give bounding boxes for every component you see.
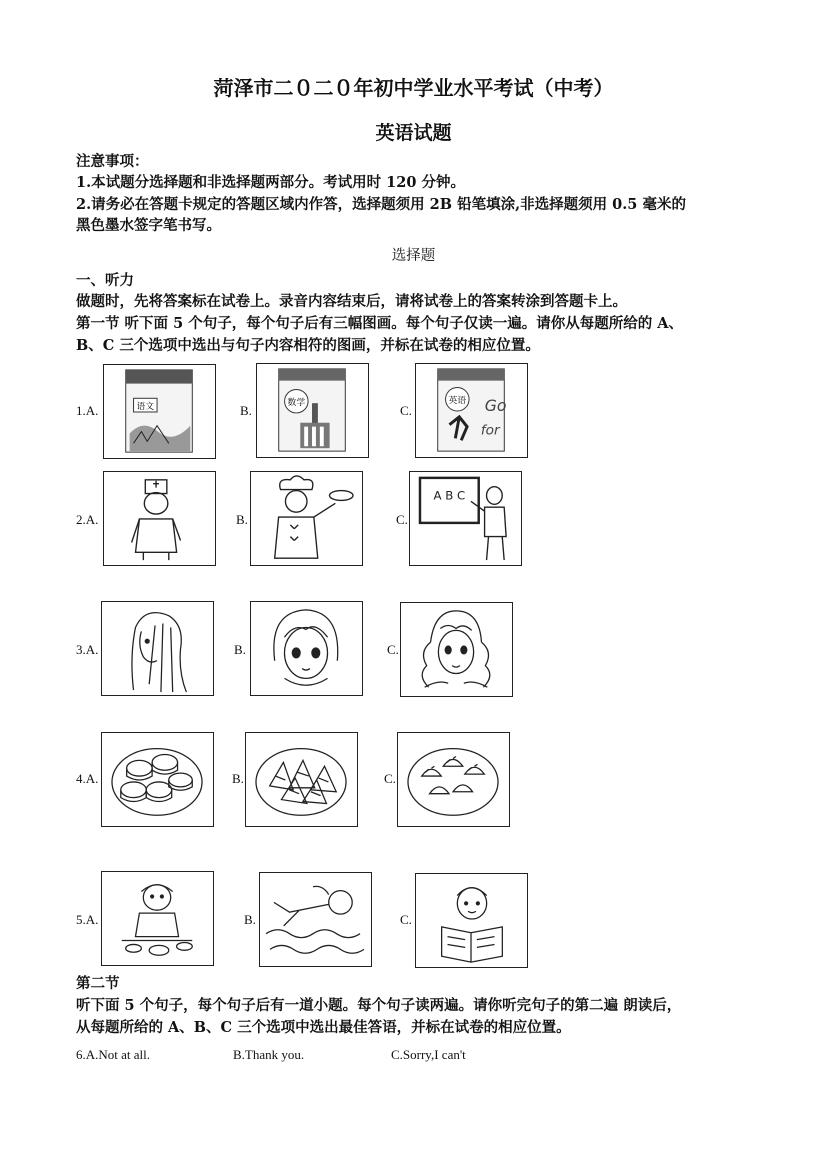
q5-label-a: 5.A. bbox=[76, 912, 99, 927]
q6-option-c[interactable]: C.Sorry,I can't bbox=[391, 1047, 466, 1062]
q3-option-c-image[interactable] bbox=[400, 602, 513, 697]
q4-option-b-image[interactable] bbox=[245, 732, 358, 827]
q6-option-b[interactable]: B.Thank you. bbox=[233, 1047, 305, 1062]
swimming-icon bbox=[260, 873, 371, 966]
q1-option-a-image[interactable] bbox=[103, 364, 216, 459]
listening-instruction: 做题时，先将答案标在试卷上。录音内容结束后，请将试卷上的答案转涂到答题卡上。 bbox=[76, 293, 627, 310]
part1-line-1: 第一节 听下面 5 个句子，每个句子后有三幅图画。每个句子仅读一遍。请你从每题所给的 A、 bbox=[76, 315, 684, 332]
math-textbook-icon bbox=[257, 364, 368, 457]
q1-option-c-image[interactable] bbox=[415, 363, 528, 458]
q4-label-a: 4.A. bbox=[76, 771, 99, 786]
q3-option-a-image[interactable] bbox=[101, 601, 214, 696]
q1-option-b-image[interactable] bbox=[256, 363, 369, 458]
dumplings-icon bbox=[398, 733, 509, 826]
chinese-textbook-icon bbox=[104, 365, 215, 458]
q2-option-b-image[interactable] bbox=[250, 471, 363, 566]
notes-item-1: 1.本试题分选择题和非选择题两部分。考试用时 120 分钟。 bbox=[76, 174, 465, 191]
q6-option-a[interactable]: 6.A.Not at all. bbox=[76, 1047, 151, 1062]
exam-subtitle: 英语试题 bbox=[375, 122, 452, 144]
q3-label-b: B. bbox=[234, 642, 246, 657]
q1-label-b: B. bbox=[240, 403, 252, 418]
q2-label-c: C. bbox=[396, 512, 408, 527]
q3-label-a: 3.A. bbox=[76, 642, 99, 657]
curly-hair-girl-icon bbox=[401, 603, 512, 696]
notes-item-2-line-2: 黑色墨水签字笔书写。 bbox=[76, 217, 221, 234]
q2-label-a: 2.A. bbox=[76, 512, 99, 527]
cook-icon bbox=[251, 472, 362, 565]
q3-option-b-image[interactable] bbox=[250, 601, 363, 696]
notes-heading: 注意事项： bbox=[76, 153, 149, 170]
q2-board-text: A B C bbox=[433, 488, 466, 503]
section-choice-heading: 选择题 bbox=[391, 248, 436, 264]
part1-line-2: B、C 三个选项中选出与句子内容相符的图画，并标在试卷的相应位置。 bbox=[76, 337, 540, 354]
short-hair-girl-icon bbox=[251, 602, 362, 695]
part2-line-1: 听下面 5 个句子，每个句子后有一道小题。每个句子读两遍。请你听完句子的第二遍 朗读后， bbox=[76, 997, 682, 1014]
mooncakes-icon bbox=[102, 733, 213, 826]
doctor-icon bbox=[104, 472, 215, 565]
long-straight-hair-girl-icon bbox=[102, 602, 213, 695]
part2-heading: 第二节 bbox=[76, 975, 120, 992]
listening-heading: 一、听力 bbox=[76, 272, 134, 289]
q5-label-c: C. bbox=[400, 912, 412, 927]
svg-text:for: for bbox=[480, 422, 500, 439]
part2-line-2: 从每题所给的 A、B、C 三个选项中选出最佳答语，并标在试卷的相应位置。 bbox=[76, 1019, 571, 1036]
notes-item-2-line-1: 2.请务必在答题卡规定的答题区域内作答，选择题须用 2B 铅笔填涂,非选择题须用 0.5 毫米的 bbox=[76, 196, 686, 213]
q1-label-a: 1.A. bbox=[76, 403, 99, 418]
q1-book-title-b: 数学 bbox=[287, 398, 306, 409]
q2-option-c-image[interactable] bbox=[409, 471, 522, 566]
q4-option-a-image[interactable] bbox=[101, 732, 214, 827]
teacher-icon bbox=[410, 472, 521, 565]
svg-text:Go: Go bbox=[484, 395, 507, 415]
q1-book-title-c: 英语 bbox=[448, 396, 467, 407]
q2-option-a-image[interactable] bbox=[103, 471, 216, 566]
q4-label-c: C. bbox=[384, 771, 396, 786]
q5-label-b: B. bbox=[244, 912, 256, 927]
q4-option-c-image[interactable] bbox=[397, 732, 510, 827]
boy-reading-icon bbox=[416, 874, 527, 967]
english-textbook-icon bbox=[416, 364, 527, 457]
q5-option-c-image[interactable] bbox=[415, 873, 528, 968]
q5-option-b-image[interactable] bbox=[259, 872, 372, 967]
q4-label-b: B. bbox=[232, 771, 244, 786]
exam-title: 菏泽市二０二０年初中学业水平考试（中考） bbox=[213, 76, 614, 100]
q3-label-c: C. bbox=[387, 642, 399, 657]
boy-eating-icon bbox=[102, 872, 213, 965]
zongzi-icon bbox=[246, 733, 357, 826]
q2-label-b: B. bbox=[236, 512, 248, 527]
q1-label-c: C. bbox=[400, 403, 412, 418]
q1-book-title-a: 语文 bbox=[136, 402, 155, 413]
q5-option-a-image[interactable] bbox=[101, 871, 214, 966]
